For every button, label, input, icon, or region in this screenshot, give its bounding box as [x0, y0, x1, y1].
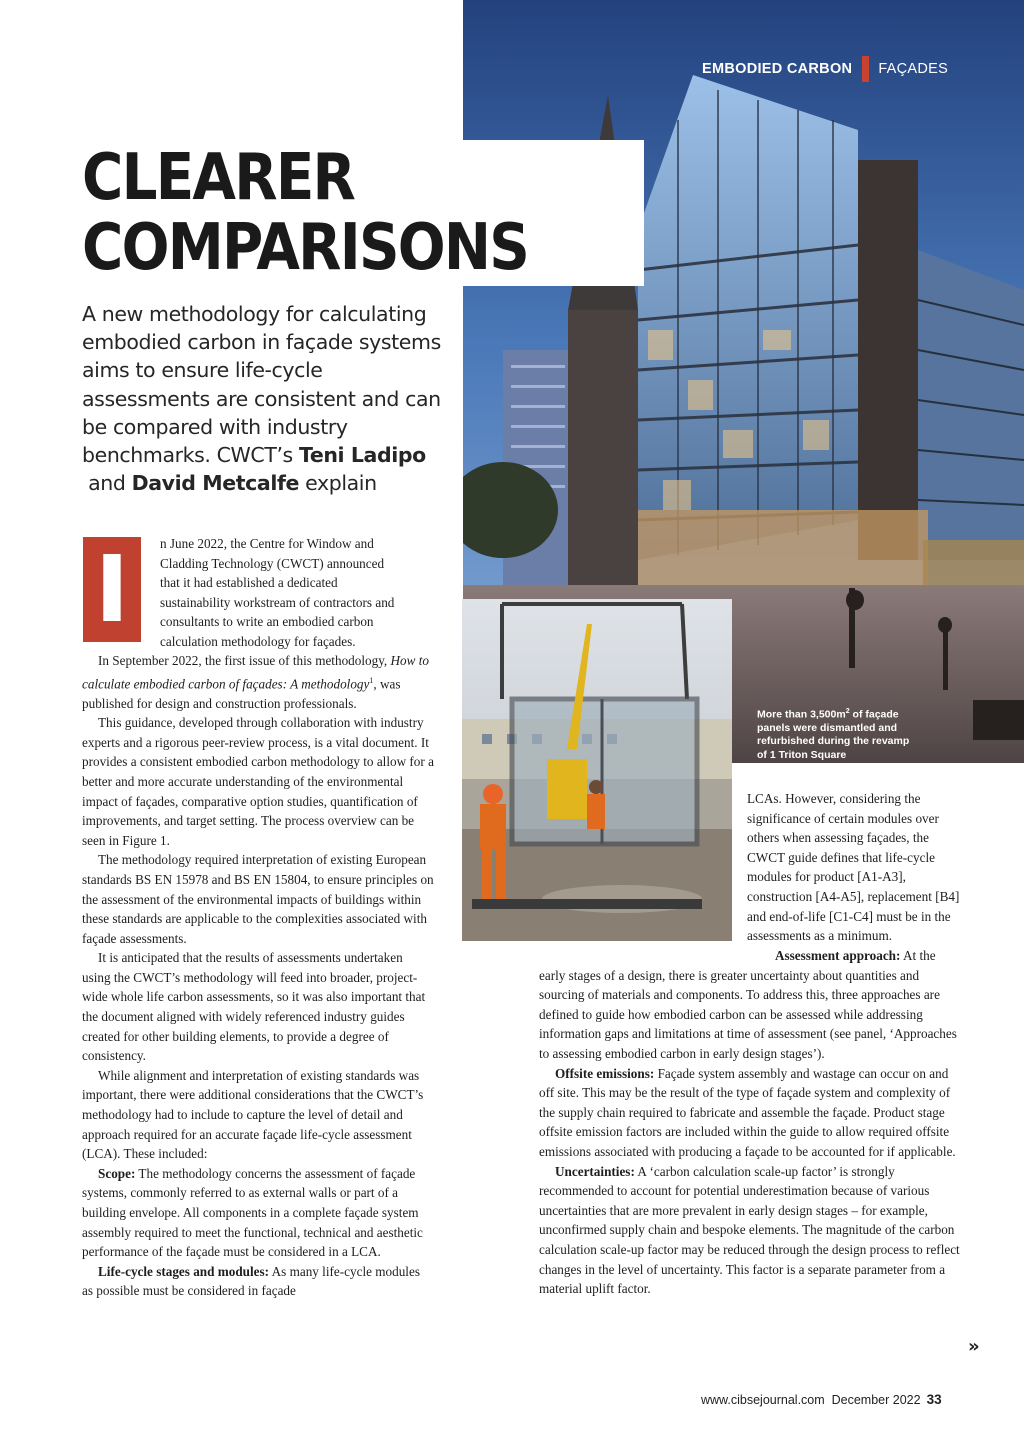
intro-paragraph — [160, 534, 435, 652]
body-paragraph — [539, 1162, 964, 1299]
standfirst — [82, 300, 454, 497]
standfirst-and: and — [82, 471, 132, 496]
intro-line: sustainability workstream of contractors and — [160, 594, 395, 610]
body-paragraph: While alignment and interpretation of existing standards was important, there were additional considerations that the CWCT’s methodology had to include to capture the level of detail and approach required for an accurate façade life-cycle assessment (LCA). These included: — [82, 1067, 424, 1162]
intro-line: that it had established a dedicated — [160, 575, 338, 591]
body-paragraph — [82, 651, 434, 713]
body-paragraph: LCAs. However, considering the significance of certain modules over others when assessing façades, the CWCT guide defines that life-cycle modules for product [A1-A3], construction [A4-A5], replacement [B4] and end-of-life [C1-C4] must be in the assessments as a minimum. — [747, 791, 960, 944]
intro-line: consultants to write an embodied carbon — [160, 614, 374, 630]
inset-construction-photo — [462, 599, 732, 941]
text-run: At the early stages of a design, there is greater uncertainty about quantities and sourcing of materials and components. To address this, three approaches are defined to guide how embodied carbon can be assessed while addressing information gaps and limitations at time of assessment (see panel, ‘Approaches to assessing embodied carbon in early design stages’). — [539, 948, 957, 1061]
section-tag-primary: EMBODIED CARBON — [702, 60, 853, 77]
headline-line-1: CLEARER — [82, 141, 355, 215]
section-divider — [862, 56, 869, 82]
text-run: , was published for design and construction professionals. — [82, 675, 401, 711]
text-run: In September 2022, the first issue of this methodology, — [98, 653, 391, 668]
standfirst-end: explain — [299, 471, 377, 496]
intro-line: Cladding Technology (CWCT) announced — [160, 555, 385, 571]
page-footer — [701, 1392, 942, 1407]
footnote-ref: 1 — [369, 675, 374, 685]
body-column-right — [539, 946, 964, 1299]
body-paragraph — [539, 946, 964, 1064]
page-number: 33 — [926, 1392, 942, 1407]
text-run: As many life-cycle modules as possible must be considered in façade — [82, 1263, 420, 1299]
run-in-head: Offsite emissions: — [555, 1065, 655, 1081]
footer-date: December 2022 — [831, 1393, 921, 1407]
body-paragraph: This guidance, developed through collaboration with industry experts and a rigorous peer-review process, is a vital document. It provides a consistent embodied carbon methodology to allow for a better and more accurate understanding of the environmental impact of façades, comparative option studies, quantification of improvements, and target setting. The process overview can be seen in Figure 1. — [82, 715, 434, 848]
caption-b: of façade panels were dismantled and refurbished during the revamp of 1 Triton Square — [757, 708, 910, 761]
section-tag-secondary: FAÇADES — [878, 60, 949, 77]
author-2: David Metcalfe — [131, 471, 299, 496]
text-run: Façade system assembly and wastage can occur on and off site. This may be the result of the type of façade system and complexity of the supply chain required to fabricate and assemble the façade. Product stage offsite emission factors are included within the guide to allow required offsite emissions associated with producing a façade to be accounted for if applicable. — [539, 1065, 956, 1159]
headline-line-2: COMPARISONS — [82, 211, 529, 285]
body-paragraph — [539, 1064, 964, 1162]
author-1: Teni Ladipo — [298, 443, 426, 468]
run-in-head: Life-cycle stages and modules: — [98, 1263, 270, 1279]
publication-title: How to calculate embodied carbon of façades: A methodology — [82, 653, 429, 691]
body-paragraph — [82, 1164, 434, 1262]
caption-sup: 2 — [845, 708, 850, 715]
body-paragraph: The methodology required interpretation of existing European standards BS EN 15978 and BS EN 15804, to ensure principles on the assessment of the environmental impacts of buildings within these standards are applicable to the complexities associated with façade assessments. — [82, 852, 434, 946]
body-paragraph — [82, 1262, 434, 1301]
drop-cap-letter: I — [94, 536, 130, 643]
footer-url[interactable]: www.cibsejournal.com — [701, 1393, 825, 1407]
run-in-head: Assessment approach: — [775, 948, 901, 963]
caption-a: More than 3,500m — [757, 708, 846, 721]
run-in-head: Uncertainties: — [555, 1163, 635, 1179]
body-column-left — [82, 651, 434, 1301]
body-column-right-top — [747, 789, 969, 946]
body-paragraph: It is anticipated that the results of assessments undertaken using the CWCT’s methodology will feed into broader, project-wide whole life carbon assessments, so it was also important that the document aligned with widely referenced industry guides created for other building elements, to provide a degree of consistency. — [82, 950, 426, 1064]
intro-line: n June 2022, the Centre for Window and — [160, 536, 374, 551]
intro-line: calculation methodology for façades. — [160, 633, 356, 649]
continue-arrows-icon: » — [968, 1336, 980, 1357]
text-run: The methodology concerns the assessment of façade systems, commonly referred to as external walls or part of a building envelope. All components in a complete façade system assembly required to meet the functional, technical and aesthetic performance of the façade must be considered in a LCA. — [82, 1165, 423, 1260]
run-in-head: Scope: — [98, 1165, 136, 1181]
text-run: A ‘carbon calculation scale-up factor’ is strongly recommended to account for potential underestimation because of various uncertainties that are more prevalent in early design stages – for example, unconfirmed supply chain and bespoke elements. The magnitude of the carbon calculation scale-up factor may be reduced through the design process to reflect changes in the level of uncertainty. This factor is a separate parameter from a material uplift factor. — [539, 1163, 960, 1297]
drop-cap — [83, 537, 141, 642]
photo-caption — [757, 705, 917, 762]
standfirst-text: A new methodology for calculating embodied carbon in façade systems aims to ensure life-cycle assessments are consistent and can be compared with industry benchmarks. CWCT’s — [82, 302, 441, 468]
section-tag — [702, 56, 948, 82]
